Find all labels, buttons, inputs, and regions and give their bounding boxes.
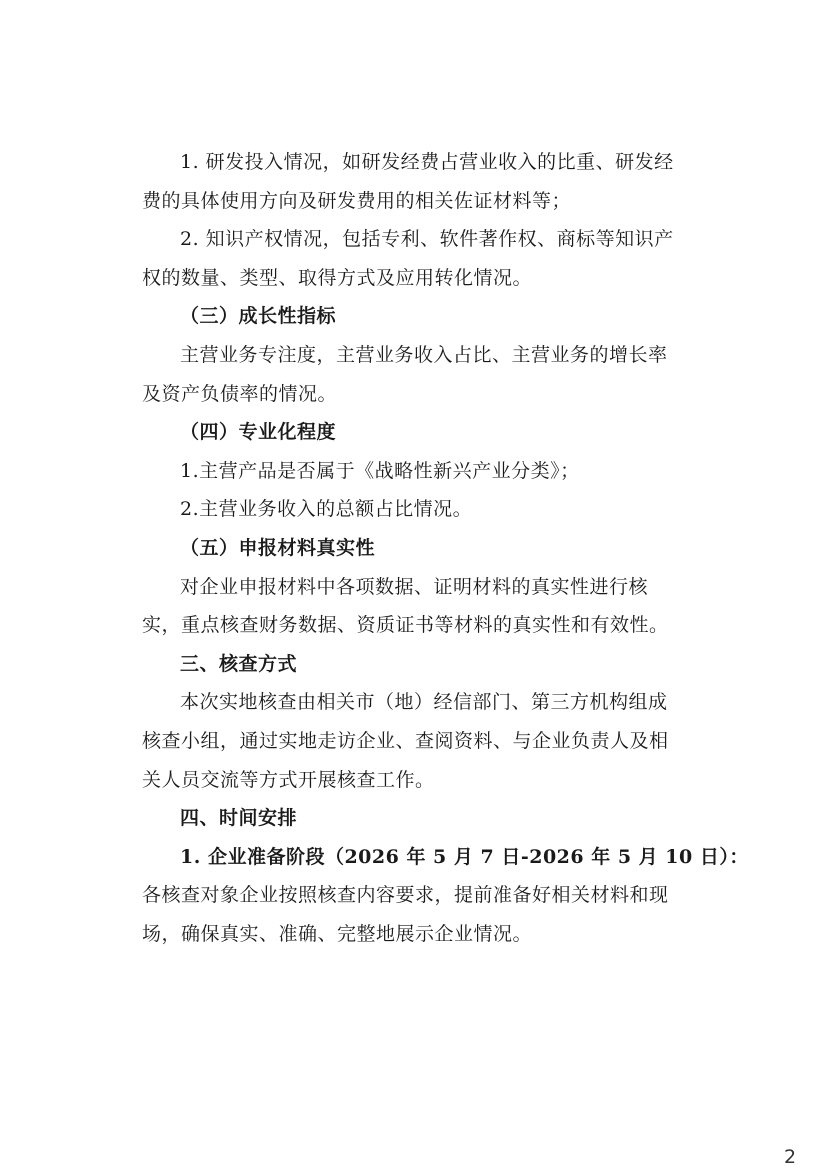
paragraph-line: 对企业申报材料中各项数据、证明材料的真实性进行核 <box>180 575 649 598</box>
paragraph-line: 主营业务专注度，主营业务收入占比、主营业务的增长率 <box>180 343 668 366</box>
section-heading: （四）专业化程度 <box>180 421 337 444</box>
paragraph-line: 及资产负债率的情况。 <box>142 382 338 405</box>
section-heading: 三、核查方式 <box>180 652 298 675</box>
section-heading: （三）成长性指标 <box>180 305 337 328</box>
paragraph-line: 各核查对象企业按照核查内容要求，提前准备好相关材料和现 <box>142 884 669 907</box>
subsection-heading: 1. 企业准备阶段（2026 年 5 月 7 日-2026 年 5 月 10 日）： <box>180 845 749 868</box>
paragraph-line: 2. 知识产权情况，包括专利、软件著作权、商标等知识产 <box>180 228 674 251</box>
paragraph-line: 权的数量、类型、取得方式及应用转化情况。 <box>142 266 533 289</box>
page-number: 2 <box>784 1146 797 1168</box>
paragraph-line: 关人员交流等方式开展核查工作。 <box>142 768 435 791</box>
paragraph-line: 本次实地核查由相关市（地）经信部门、第三方机构组成 <box>180 691 668 714</box>
section-heading: （五）申报材料真实性 <box>180 536 376 559</box>
paragraph-line: 场，确保真实、准确、完整地展示企业情况。 <box>142 922 533 945</box>
section-heading: 四、时间安排 <box>180 807 298 830</box>
paragraph-line: 费的具体使用方向及研发费用的相关佐证材料等； <box>142 189 572 212</box>
paragraph-line: 2.主营业务收入的总额占比情况。 <box>180 498 473 521</box>
paragraph-line: 实，重点核查财务数据、资质证书等材料的真实性和有效性。 <box>142 614 669 637</box>
paragraph-line: 1.主营产品是否属于《战略性新兴产业分类》； <box>180 459 580 482</box>
paragraph-line: 核查小组，通过实地走访企业、查阅资料、与企业负责人及相 <box>142 729 669 752</box>
paragraph-line: 1. 研发投入情况，如研发经费占营业收入的比重、研发经 <box>180 151 674 173</box>
document-body <box>142 143 749 953</box>
